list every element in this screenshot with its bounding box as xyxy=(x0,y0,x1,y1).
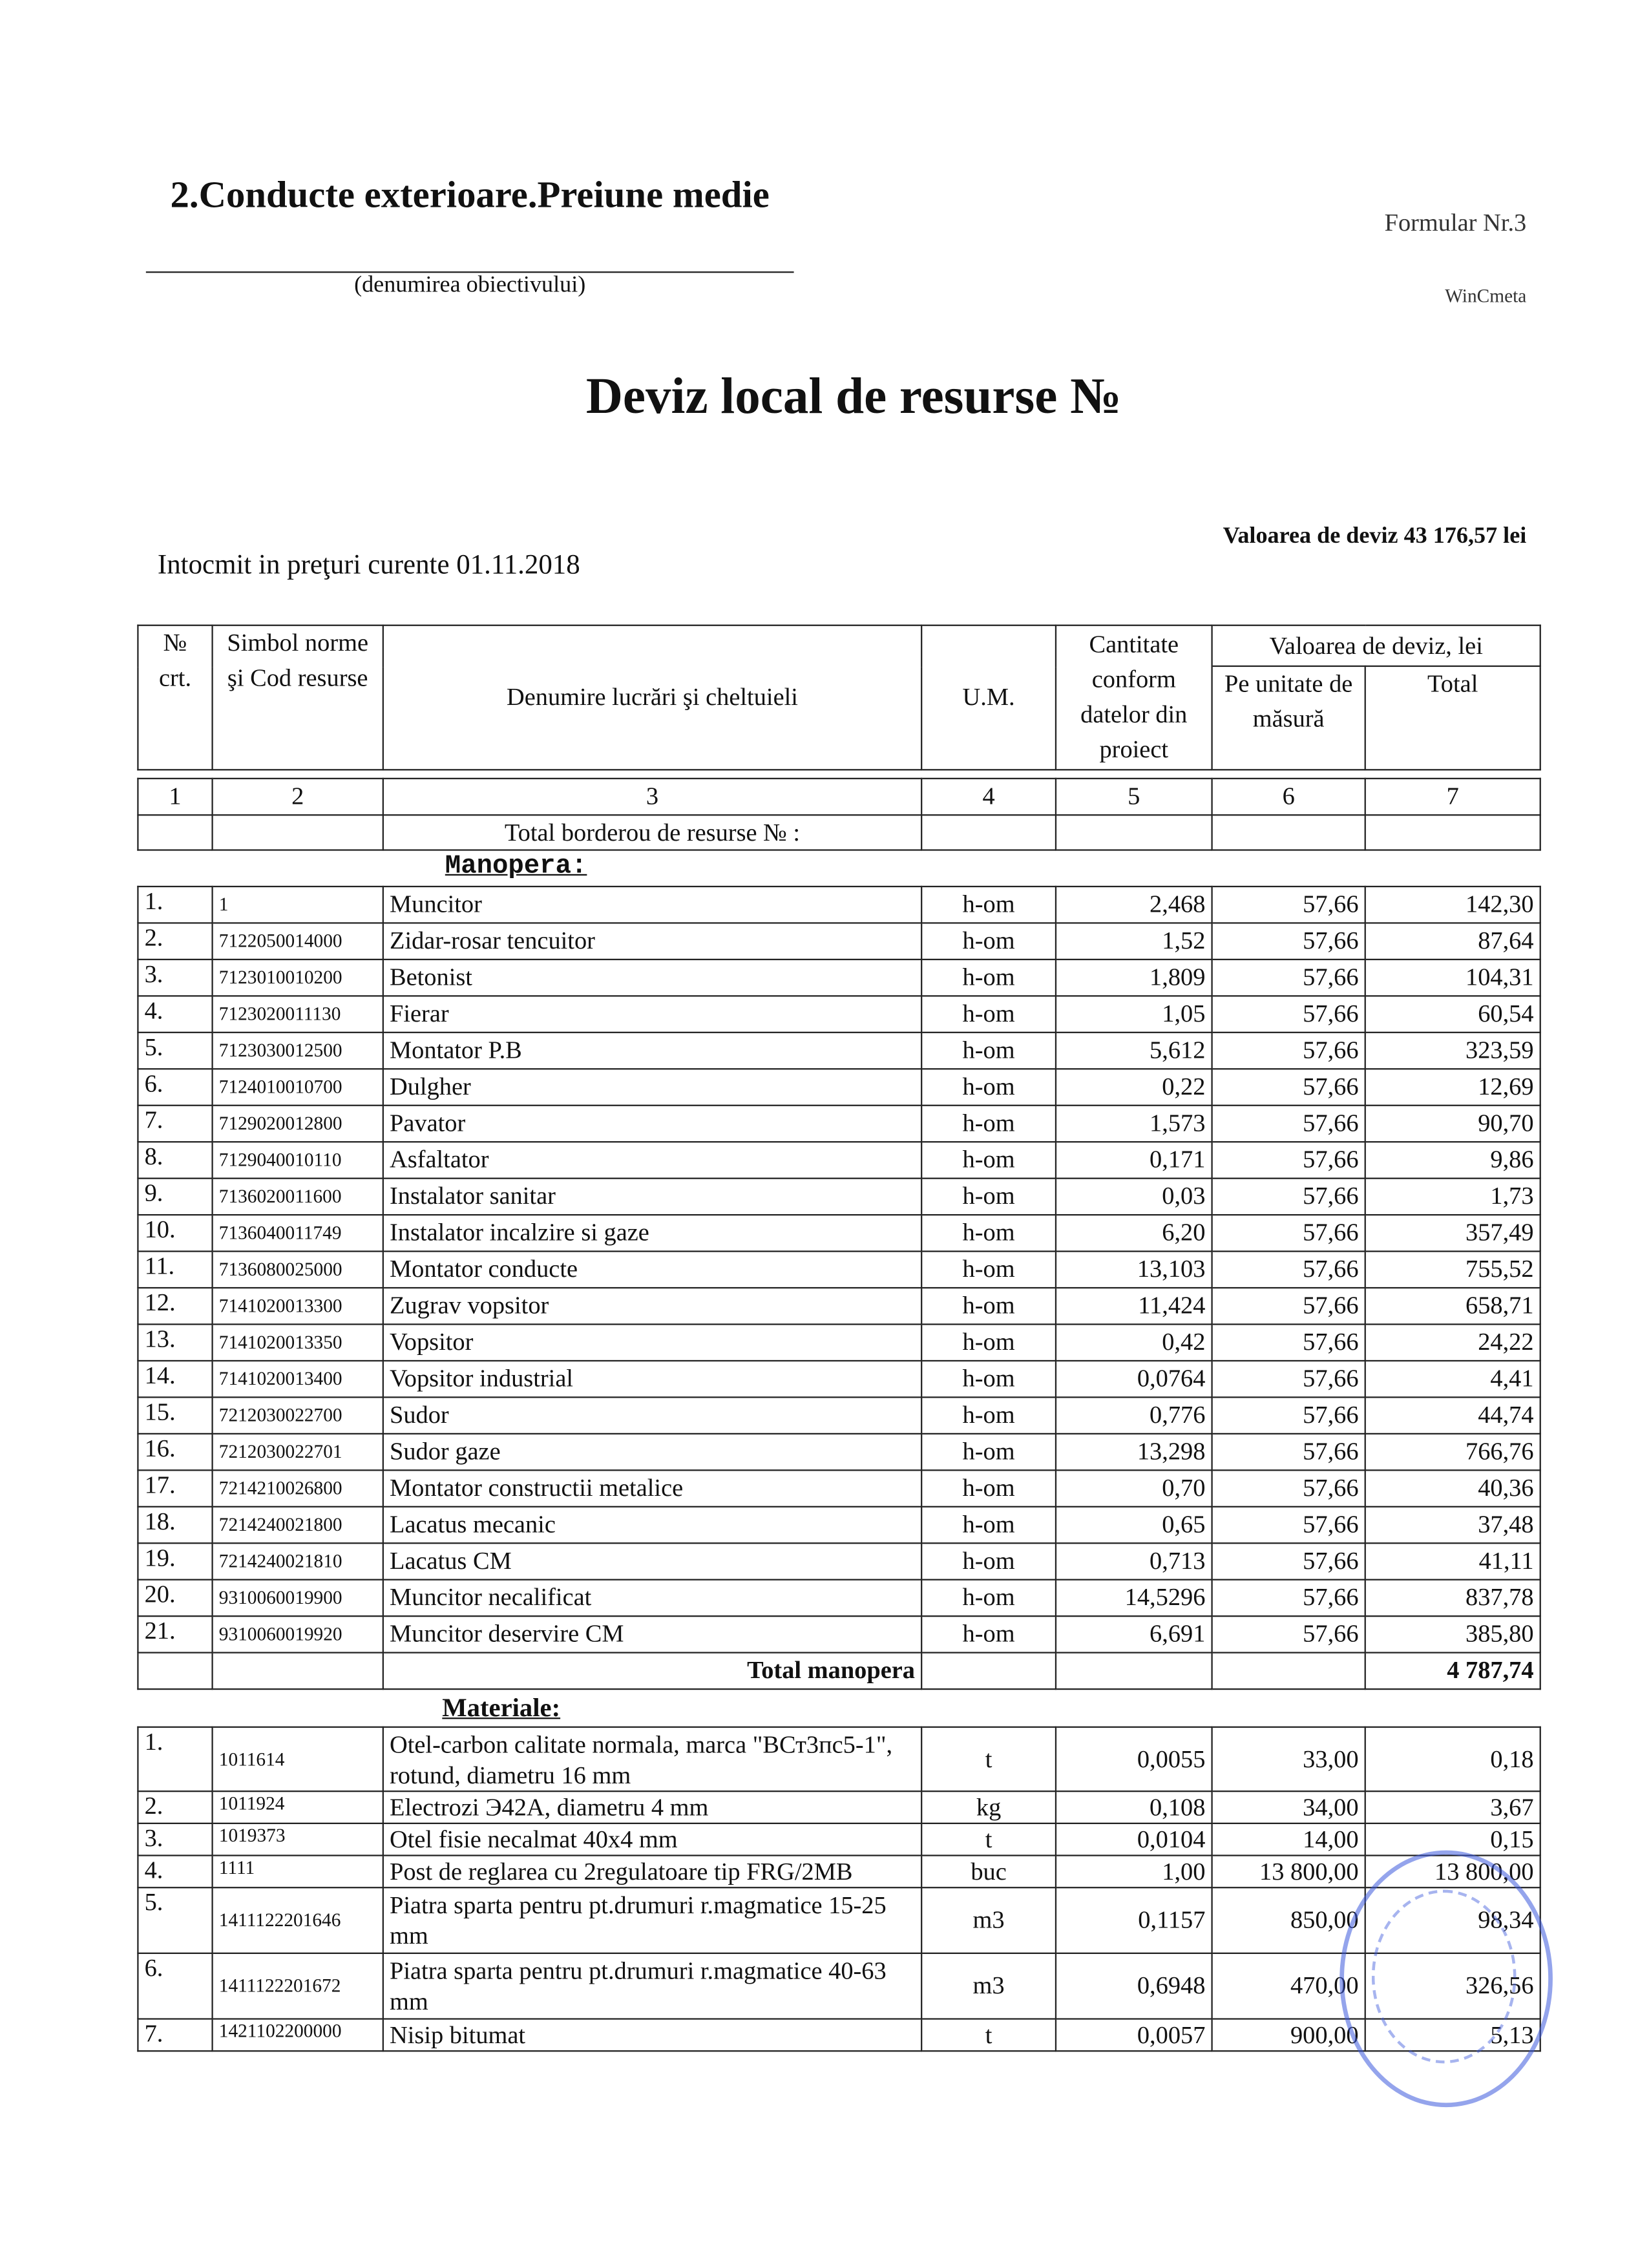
unit: h-om xyxy=(921,1179,1056,1215)
table-row xyxy=(138,1616,1540,1652)
row-number: 2. xyxy=(138,923,212,959)
unit-price: 57,66 xyxy=(1212,1397,1365,1433)
unit-price: 57,66 xyxy=(1212,1434,1365,1470)
row-number: 2. xyxy=(138,1791,212,1823)
quantity: 0,776 xyxy=(1056,1397,1212,1433)
resource-code: 1411122201646 xyxy=(213,1887,383,1953)
resource-name: Sudor xyxy=(383,1397,921,1433)
table-row xyxy=(138,1470,1540,1506)
quantity: 0,713 xyxy=(1056,1543,1212,1579)
table-row xyxy=(138,1215,1540,1251)
unit-price: 57,66 xyxy=(1212,1179,1365,1215)
row-number: 9. xyxy=(138,1179,212,1215)
unit-price: 470,00 xyxy=(1212,1953,1365,2019)
software-name: WinCmeta xyxy=(1445,284,1527,307)
unit: m3 xyxy=(921,1887,1056,1953)
resource-name: Otel fisie necalmat 40x4 mm xyxy=(383,1823,921,1856)
quantity: 0,0764 xyxy=(1056,1361,1212,1397)
total-value: 5,13 xyxy=(1365,2019,1540,2051)
column-numbers-table xyxy=(137,778,1541,851)
unit-price: 57,66 xyxy=(1212,1361,1365,1397)
resource-name: Piatra sparta pentru pt.drumuri r.magmatice 15-25 mm xyxy=(383,1887,921,1953)
total-value: 87,64 xyxy=(1365,923,1540,959)
quantity: 0,0057 xyxy=(1056,2019,1212,2051)
total-value: 142,30 xyxy=(1365,887,1540,923)
resource-code: 7141020013350 xyxy=(213,1324,383,1360)
resource-code: 1011614 xyxy=(213,1727,383,1791)
unit-price: 57,66 xyxy=(1212,1033,1365,1069)
row-number: 19. xyxy=(138,1543,212,1579)
resource-name: Muncitor deservire CM xyxy=(383,1616,921,1652)
resource-name: Pavator xyxy=(383,1106,921,1142)
table-row xyxy=(138,1791,1540,1823)
header-table xyxy=(137,625,1541,771)
quantity: 1,809 xyxy=(1056,960,1212,996)
company-stamp-inner xyxy=(1372,1890,1517,2064)
resource-code: 7136020011600 xyxy=(213,1179,383,1215)
unit: h-om xyxy=(921,1507,1056,1543)
quantity: 0,1157 xyxy=(1056,1887,1212,1953)
unit-price: 57,66 xyxy=(1212,1106,1365,1142)
row-number: 7. xyxy=(138,2019,212,2051)
resource-code: 7123010010200 xyxy=(213,960,383,996)
unit-price: 57,66 xyxy=(1212,1616,1365,1652)
col-nr: № crt. xyxy=(138,625,212,770)
labor-section-title: Manopera: xyxy=(445,852,587,882)
quantity: 6,20 xyxy=(1056,1215,1212,1251)
resource-name: Piatra sparta pentru pt.drumuri r.magmatice 40-63 mm xyxy=(383,1953,921,2019)
table-row xyxy=(138,1887,1540,1953)
row-number: 15. xyxy=(138,1397,212,1433)
resource-name: Vopsitor xyxy=(383,1324,921,1360)
quantity: 5,612 xyxy=(1056,1033,1212,1069)
unit-price: 57,66 xyxy=(1212,923,1365,959)
col-um: U.M. xyxy=(921,625,1056,770)
table-row xyxy=(138,1252,1540,1288)
col-symbol: Simbol norme şi Cod resurse xyxy=(213,625,383,770)
labor-total-label: Total manopera xyxy=(383,1653,921,1689)
total-value: 90,70 xyxy=(1365,1106,1540,1142)
column-number: 7 xyxy=(1365,779,1540,815)
unit: h-om xyxy=(921,1252,1056,1288)
row-number: 5. xyxy=(138,1033,212,1069)
resource-code: 7141020013300 xyxy=(213,1288,383,1324)
resource-code: 1421102200000 xyxy=(213,2019,383,2051)
unit: h-om xyxy=(921,1324,1056,1360)
table-row xyxy=(138,1434,1540,1470)
column-number: 3 xyxy=(383,779,921,815)
table-row xyxy=(138,1580,1540,1616)
table-row xyxy=(138,1727,1540,1791)
unit: h-om xyxy=(921,887,1056,923)
unit-price: 34,00 xyxy=(1212,1791,1365,1823)
quantity: 1,52 xyxy=(1056,923,1212,959)
table-row xyxy=(138,1397,1540,1433)
total-value: 766,76 xyxy=(1365,1434,1540,1470)
unit: m3 xyxy=(921,1953,1056,2019)
total-value: 837,78 xyxy=(1365,1580,1540,1616)
row-number: 18. xyxy=(138,1507,212,1543)
resource-name: Betonist xyxy=(383,960,921,996)
resource-code: 1019373 xyxy=(213,1823,383,1856)
table-row xyxy=(138,960,1540,996)
unit: h-om xyxy=(921,1106,1056,1142)
unit: h-om xyxy=(921,1361,1056,1397)
form-number: Formular Nr.3 xyxy=(1384,208,1527,236)
resource-name: Sudor gaze xyxy=(383,1434,921,1470)
estimate-value: Valoarea de deviz 43 176,57 lei xyxy=(1223,523,1527,549)
object-name: 2.Conducte exterioare.Preiune medie xyxy=(170,173,770,216)
row-number: 4. xyxy=(138,996,212,1032)
col-unit-price: Pe unitate de măsură xyxy=(1212,666,1365,770)
row-number: 12. xyxy=(138,1288,212,1324)
unit-price: 57,66 xyxy=(1212,1142,1365,1178)
resource-code: 7214240021810 xyxy=(213,1543,383,1579)
unit-price: 57,66 xyxy=(1212,960,1365,996)
resource-code: 7123020011130 xyxy=(213,996,383,1032)
total-value: 0,18 xyxy=(1365,1727,1540,1791)
table-row xyxy=(138,1856,1540,1888)
quantity: 0,03 xyxy=(1056,1179,1212,1215)
unit: h-om xyxy=(921,1069,1056,1105)
total-value: 37,48 xyxy=(1365,1507,1540,1543)
object-caption: (denumirea obiectivului) xyxy=(354,273,586,298)
total-value: 658,71 xyxy=(1365,1288,1540,1324)
resource-name: Montator P.B xyxy=(383,1033,921,1069)
row-number: 4. xyxy=(138,1856,212,1888)
resource-name: Asfaltator xyxy=(383,1142,921,1178)
unit: h-om xyxy=(921,1434,1056,1470)
total-value: 755,52 xyxy=(1365,1252,1540,1288)
total-value: 4,41 xyxy=(1365,1361,1540,1397)
column-number: 6 xyxy=(1212,779,1365,815)
labor-table xyxy=(137,886,1541,1690)
total-value: 60,54 xyxy=(1365,996,1540,1032)
resource-code: 1411122201672 xyxy=(213,1953,383,2019)
materials-table xyxy=(137,1727,1541,2052)
resource-code: 7123030012500 xyxy=(213,1033,383,1069)
row-number: 6. xyxy=(138,1069,212,1105)
resource-name: Instalator sanitar xyxy=(383,1179,921,1215)
total-value: 40,36 xyxy=(1365,1470,1540,1506)
quantity: 0,108 xyxy=(1056,1791,1212,1823)
materials-section-title: Materiale: xyxy=(442,1692,561,1722)
row-number: 6. xyxy=(138,1953,212,2019)
column-number: 4 xyxy=(921,779,1056,815)
row-number: 1. xyxy=(138,887,212,923)
resource-name: Electrozi Э42А, diametru 4 mm xyxy=(383,1791,921,1823)
quantity: 14,5296 xyxy=(1056,1580,1212,1616)
resource-name: Lacatus mecanic xyxy=(383,1507,921,1543)
resource-code: 1 xyxy=(213,887,383,923)
resource-code: 7136080025000 xyxy=(213,1252,383,1288)
quantity: 13,298 xyxy=(1056,1434,1212,1470)
resource-name: Muncitor xyxy=(383,887,921,923)
resource-code: 7129040010110 xyxy=(213,1142,383,1178)
table-row xyxy=(138,1823,1540,1856)
table-row xyxy=(138,996,1540,1032)
col-value-group: Valoarea de deviz, lei xyxy=(1212,625,1540,666)
row-number: 13. xyxy=(138,1324,212,1360)
resource-name: Muncitor necalificat xyxy=(383,1580,921,1616)
resource-name: Post de reglarea cu 2regulatoare tip FRG/2MB xyxy=(383,1856,921,1888)
column-number: 5 xyxy=(1056,779,1212,815)
unit: h-om xyxy=(921,1616,1056,1652)
unit: t xyxy=(921,1823,1056,1856)
resource-name: Vopsitor industrial xyxy=(383,1361,921,1397)
table-row xyxy=(138,1142,1540,1178)
resource-code: 7129020012800 xyxy=(213,1106,383,1142)
table-row xyxy=(138,1324,1540,1360)
row-number: 3. xyxy=(138,960,212,996)
unit: buc xyxy=(921,1856,1056,1888)
unit-price: 57,66 xyxy=(1212,1069,1365,1105)
table-row xyxy=(138,1288,1540,1324)
quantity: 0,0055 xyxy=(1056,1727,1212,1791)
resource-code: 7122050014000 xyxy=(213,923,383,959)
unit: h-om xyxy=(921,1215,1056,1251)
unit: h-om xyxy=(921,1033,1056,1069)
unit: t xyxy=(921,2019,1056,2051)
table-row xyxy=(138,887,1540,923)
unit: h-om xyxy=(921,1580,1056,1616)
row-number: 10. xyxy=(138,1215,212,1251)
quantity: 11,424 xyxy=(1056,1288,1212,1324)
row-number: 3. xyxy=(138,1823,212,1856)
unit-price: 57,66 xyxy=(1212,1470,1365,1506)
unit-price: 13 800,00 xyxy=(1212,1856,1365,1888)
unit-price: 57,66 xyxy=(1212,1580,1365,1616)
unit: kg xyxy=(921,1791,1056,1823)
unit-price: 57,66 xyxy=(1212,887,1365,923)
unit-price: 900,00 xyxy=(1212,2019,1365,2051)
col-total: Total xyxy=(1365,666,1540,770)
unit-price: 57,66 xyxy=(1212,1324,1365,1360)
prices-note: Intocmit in preţuri curente 01.11.2018 xyxy=(157,550,580,581)
table-row xyxy=(138,1543,1540,1579)
quantity: 0,42 xyxy=(1056,1324,1212,1360)
quantity: 0,171 xyxy=(1056,1142,1212,1178)
resource-name: Montator constructii metalice xyxy=(383,1470,921,1506)
total-value: 13 800,00 xyxy=(1365,1856,1540,1888)
unit-price: 57,66 xyxy=(1212,1252,1365,1288)
row-number: 1. xyxy=(138,1727,212,1791)
resource-code: 9310060019920 xyxy=(213,1616,383,1652)
quantity: 0,65 xyxy=(1056,1507,1212,1543)
resource-name: Nisip bitumat xyxy=(383,2019,921,2051)
quantity: 6,691 xyxy=(1056,1616,1212,1652)
total-value: 9,86 xyxy=(1365,1142,1540,1178)
unit: h-om xyxy=(921,1543,1056,1579)
total-value: 0,15 xyxy=(1365,1823,1540,1856)
unit: t xyxy=(921,1727,1056,1791)
unit: h-om xyxy=(921,923,1056,959)
table-row xyxy=(138,923,1540,959)
unit-price: 57,66 xyxy=(1212,1288,1365,1324)
unit: h-om xyxy=(921,996,1056,1032)
row-number: 8. xyxy=(138,1142,212,1178)
quantity: 2,468 xyxy=(1056,887,1212,923)
document-title: Deviz local de resurse № xyxy=(585,368,1122,425)
column-number: 2 xyxy=(213,779,383,815)
unit: h-om xyxy=(921,1288,1056,1324)
unit: h-om xyxy=(921,1142,1056,1178)
row-number: 5. xyxy=(138,1887,212,1953)
labor-total-value: 4 787,74 xyxy=(1365,1653,1540,1689)
resource-name: Zidar-rosar tencuitor xyxy=(383,923,921,959)
row-number: 21. xyxy=(138,1616,212,1652)
resource-code: 7212030022701 xyxy=(213,1434,383,1470)
row-number: 11. xyxy=(138,1252,212,1288)
total-borderou-label: Total borderou de resurse № : xyxy=(383,815,921,850)
unit-price: 14,00 xyxy=(1212,1823,1365,1856)
table-row xyxy=(138,1069,1540,1105)
table-row xyxy=(138,1361,1540,1397)
resource-code: 1111 xyxy=(213,1856,383,1888)
quantity: 1,00 xyxy=(1056,1856,1212,1888)
col-qty: Cantitate conform datelor din proiect xyxy=(1056,625,1212,770)
quantity: 0,0104 xyxy=(1056,1823,1212,1856)
total-value: 357,49 xyxy=(1365,1215,1540,1251)
unit: h-om xyxy=(921,1397,1056,1433)
total-value: 41,11 xyxy=(1365,1543,1540,1579)
resource-name: Fierar xyxy=(383,996,921,1032)
table-row xyxy=(138,1106,1540,1142)
row-number: 20. xyxy=(138,1580,212,1616)
total-value: 326,56 xyxy=(1365,1953,1540,2019)
resource-code: 1011924 xyxy=(213,1791,383,1823)
resource-code: 7214210026800 xyxy=(213,1470,383,1506)
quantity: 13,103 xyxy=(1056,1252,1212,1288)
quantity: 0,6948 xyxy=(1056,1953,1212,2019)
total-value: 98,34 xyxy=(1365,1887,1540,1953)
table-row xyxy=(138,1033,1540,1069)
resource-code: 7141020013400 xyxy=(213,1361,383,1397)
total-value: 44,74 xyxy=(1365,1397,1540,1433)
total-value: 24,22 xyxy=(1365,1324,1540,1360)
col-name: Denumire lucrări şi cheltuieli xyxy=(383,625,921,770)
resource-name: Dulgher xyxy=(383,1069,921,1105)
quantity: 1,05 xyxy=(1056,996,1212,1032)
unit: h-om xyxy=(921,1470,1056,1506)
resource-name: Montator conducte xyxy=(383,1252,921,1288)
table-row xyxy=(138,1953,1540,2019)
resource-code: 9310060019900 xyxy=(213,1580,383,1616)
unit-price: 33,00 xyxy=(1212,1727,1365,1791)
table-row xyxy=(138,2019,1540,2051)
unit-price: 57,66 xyxy=(1212,1215,1365,1251)
quantity: 0,70 xyxy=(1056,1470,1212,1506)
column-number: 1 xyxy=(138,779,212,815)
unit-price: 57,66 xyxy=(1212,1507,1365,1543)
resource-code: 7212030022700 xyxy=(213,1397,383,1433)
table-row xyxy=(138,1179,1540,1215)
resource-code: 7214240021800 xyxy=(213,1507,383,1543)
labor-total-row xyxy=(138,1653,1540,1689)
resource-name: Lacatus CM xyxy=(383,1543,921,1579)
quantity: 1,573 xyxy=(1056,1106,1212,1142)
total-value: 1,73 xyxy=(1365,1179,1540,1215)
row-number: 7. xyxy=(138,1106,212,1142)
resource-name: Instalator incalzire si gaze xyxy=(383,1215,921,1251)
row-number: 14. xyxy=(138,1361,212,1397)
total-value: 104,31 xyxy=(1365,960,1540,996)
row-number: 16. xyxy=(138,1434,212,1470)
total-value: 323,59 xyxy=(1365,1033,1540,1069)
unit: h-om xyxy=(921,960,1056,996)
total-value: 3,67 xyxy=(1365,1791,1540,1823)
total-value: 12,69 xyxy=(1365,1069,1540,1105)
unit-price: 850,00 xyxy=(1212,1887,1365,1953)
row-number: 17. xyxy=(138,1470,212,1506)
resource-code: 7136040011749 xyxy=(213,1215,383,1251)
resource-name: Zugrav vopsitor xyxy=(383,1288,921,1324)
unit-price: 57,66 xyxy=(1212,1543,1365,1579)
quantity: 0,22 xyxy=(1056,1069,1212,1105)
total-value: 385,80 xyxy=(1365,1616,1540,1652)
table-row xyxy=(138,1507,1540,1543)
resource-code: 7124010010700 xyxy=(213,1069,383,1105)
unit-price: 57,66 xyxy=(1212,996,1365,1032)
resource-name: Otel-carbon calitate normala, marca "ВСт3пс5-1", rotund, diametru 16 mm xyxy=(383,1727,921,1791)
